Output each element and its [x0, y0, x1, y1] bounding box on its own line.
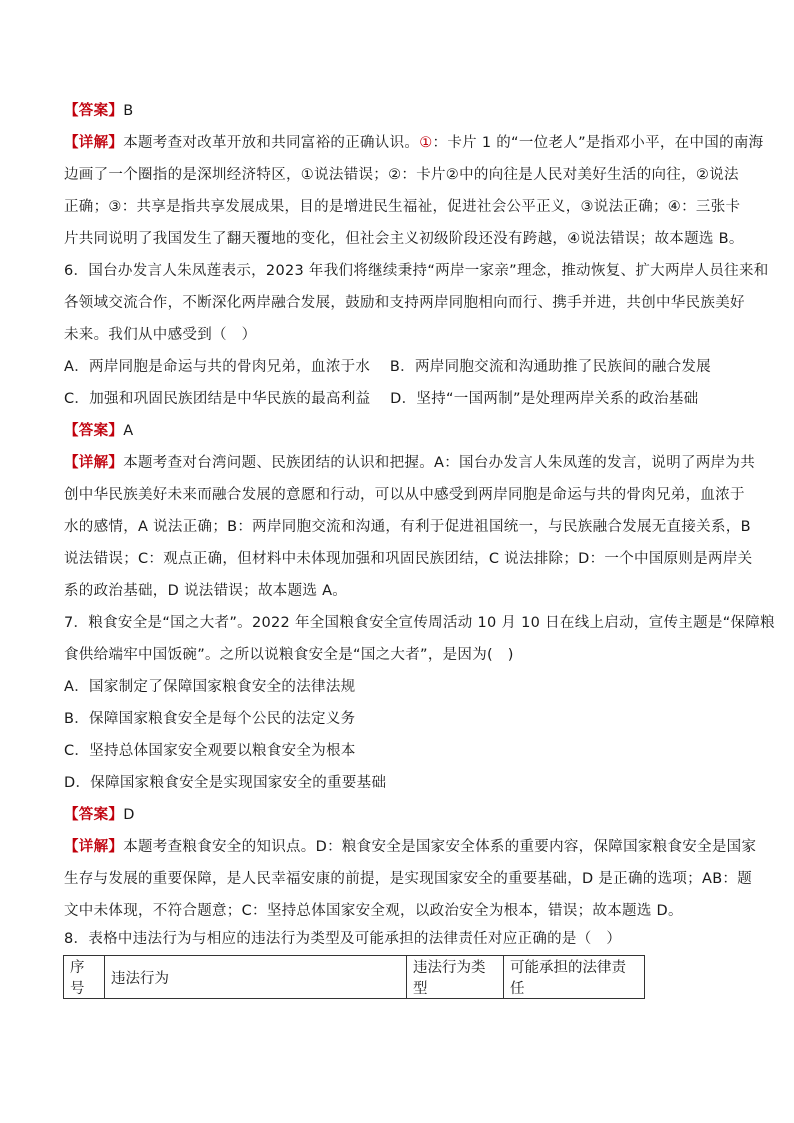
- q5-detail-line-4: 片共同说明了我国发生了翻天覆地的变化，但社会主义初级阶段还没有跨越，④说法错误；故本题选 B。: [64, 231, 744, 247]
- q5-answer-line: [64, 101, 133, 121]
- q6-detail-line-3: 水的感情，A 说法正确；B：两岸同胞交流和沟通，有利于促进祖国统一，与民族融合发展无直接关系，B: [64, 519, 751, 535]
- q5-detail-text: ：卡片 1 的“一位老人”是指邓小平，在中国的南海: [432, 135, 764, 151]
- answer-tag: 【答案】: [64, 423, 124, 439]
- q5-detail-line-3: 正确；③：共享是指共享发展成果，目的是增进民生福祉，促进社会公平正义，③说法正确；④：三张卡: [64, 199, 741, 215]
- q7-answer-line: [64, 805, 135, 825]
- q7-detail-line-2: 生存与发展的重要保障，是人民幸福安康的前提，是实现国家安全的重要基础，D 是正确的选项；AB：题: [64, 871, 753, 887]
- q6-options-cd: C．加强和巩固民族团结是中华民族的最高利益 D．坚持“一国两制”是处理两岸关系的政治基础: [64, 391, 699, 407]
- q6-stem-line-3: 未来。我们从中感受到（ ）: [64, 327, 257, 343]
- q6-detail-text: 本题考查对台湾问题、民族团结的认识和把握。A：国台办发言人朱凤莲的发言，说明了两岸为共: [123, 455, 756, 471]
- answer-tag: 【答案】: [64, 103, 124, 119]
- q7-option-d: D．保障国家粮食安全是实现国家安全的重要基础: [64, 775, 387, 791]
- q5-detail-line-1: [64, 133, 763, 153]
- q5-detail-text: 本题考查对改革开放和共同富裕的正确认识。: [123, 135, 420, 151]
- table-header-cell: 序号: [64, 956, 105, 999]
- q8-stem: 8．表格中违法行为与相应的违法行为类型及可能承担的法律责任对应正确的是（ ）: [64, 931, 622, 947]
- q6-answer: A: [123, 423, 134, 439]
- q6-stem-line-2: 各领域交流合作，不断深化两岸融合发展，鼓励和支持两岸同胞相向而行、携手并进，共创中华民族美好: [64, 295, 745, 311]
- q5-answer: B: [123, 103, 134, 119]
- detail-tag: 【详解】: [64, 455, 124, 471]
- detail-tag: 【详解】: [64, 135, 124, 151]
- table-header-cell: 违法行为类型: [407, 956, 504, 999]
- q7-detail-line-3: 文中未体现，不符合题意；C：坚持总体国家安全观，以政治安全为根本，错误；故本题选 D。: [64, 903, 683, 919]
- q5-detail-mark: ①: [419, 135, 433, 151]
- q6-detail-line-5: 系的政治基础，D 说法错误；故本题选 A。: [64, 583, 348, 599]
- q7-stem-line-1: 7．粮食安全是“国之大者”。2022 年全国粮食安全宣传周活动 10 月 10 日在线上启动，宣传主题是“保障粮: [64, 615, 775, 631]
- q7-option-c: C．坚持总体国家安全观要以粮食安全为根本: [64, 743, 356, 759]
- q7-detail-line-1: [64, 837, 756, 857]
- q6-detail-line-4: 说法错误；C：观点正确，但材料中未体现加强和巩固民族团结，C 说法排除；D：一个中国原则是两岸关: [64, 551, 753, 567]
- q7-answer: D: [123, 807, 135, 823]
- q7-option-b: B．保障国家粮食安全是每个公民的法定义务: [64, 711, 356, 727]
- table-header-row: [64, 956, 645, 999]
- table-header-cell: 可能承担的法律责任: [504, 956, 645, 999]
- q6-answer-line: [64, 421, 133, 441]
- q7-option-a: A．国家制定了保障国家粮食安全的法律法规: [64, 679, 356, 695]
- detail-tag: 【详解】: [64, 839, 124, 855]
- table-header-cell: 违法行为: [105, 956, 407, 999]
- q7-detail-text: 本题考查粮食安全的知识点。D：粮食安全是国家安全体系的重要内容，保障国家粮食安全是国家: [123, 839, 757, 855]
- q6-detail-line-1: [64, 453, 755, 473]
- q7-stem-line-2: 食供给端牢中国饭碗”。之所以说粮食安全是“国之大者”，是因为( ): [64, 647, 514, 663]
- answer-tag: 【答案】: [64, 807, 124, 823]
- q5-detail-line-2: 边画了一个圈指的是深圳经济特区，①说法错误；②：卡片②中的向往是人民对美好生活的向往，②说法: [64, 167, 739, 183]
- q6-stem-line-1: 6．国台办发言人朱凤莲表示，2023 年我们将继续秉持“两岸一家亲”理念，推动恢复、扩大两岸人员往来和: [64, 263, 769, 279]
- q6-options-ab: A．两岸同胞是命运与共的骨肉兄弟，血浓于水 B．两岸同胞交流和沟通助推了民族间的融合发展: [64, 359, 711, 375]
- q8-table: [63, 955, 645, 999]
- q6-detail-line-2: 创中华民族美好未来而融合发展的意愿和行动，可以从中感受到两岸同胞是命运与共的骨肉兄弟，血浓于: [64, 487, 745, 503]
